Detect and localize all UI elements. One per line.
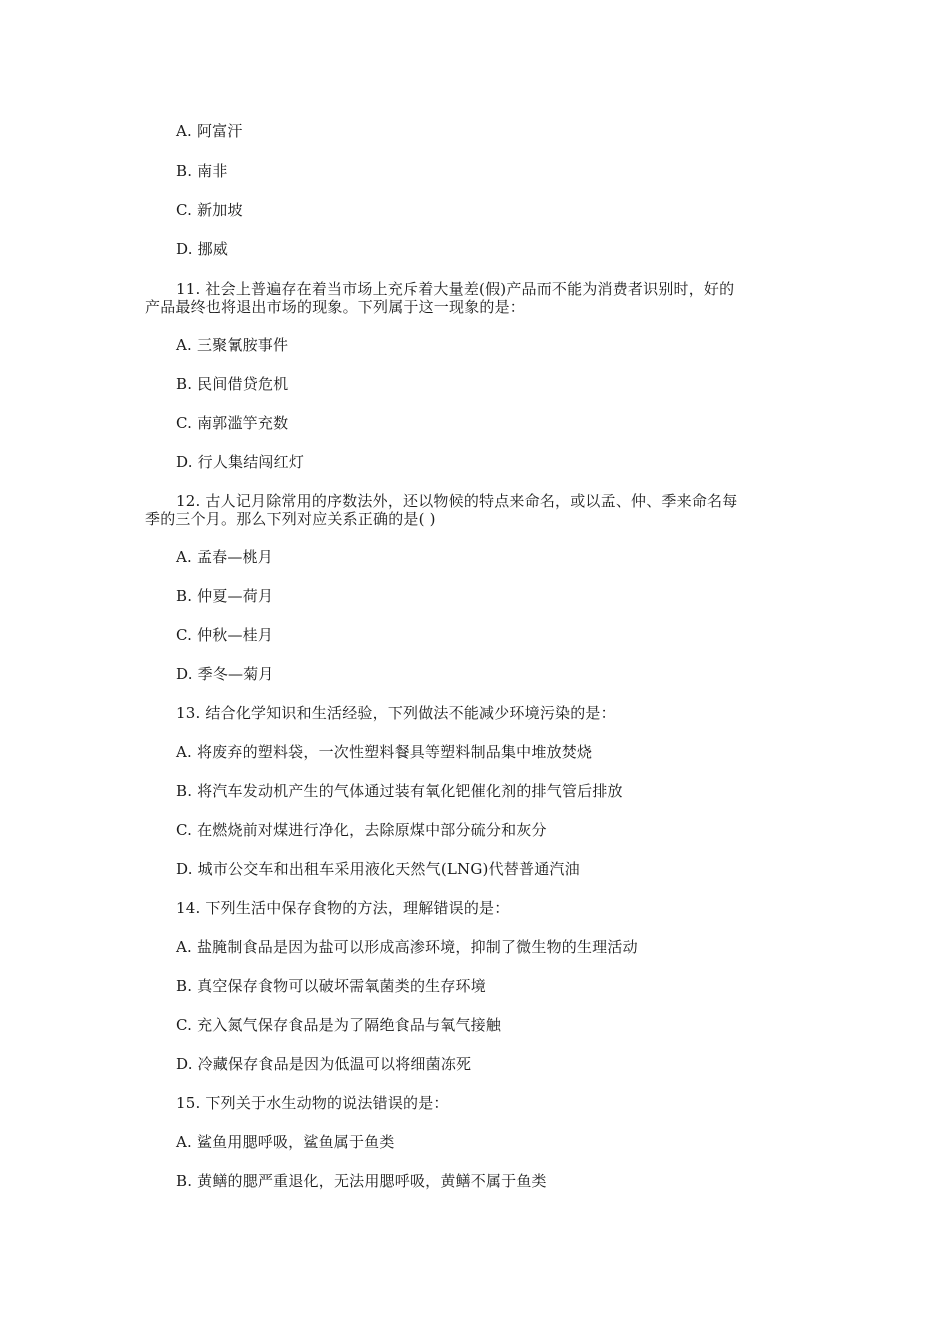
- q13-option-c: C. 在燃烧前对煤进行净化，去除原煤中部分硫分和灰分: [176, 821, 547, 839]
- q11-stem-line2: 产品最终也将退出市场的现象。下列属于这一现象的是：: [145, 298, 526, 316]
- q11-stem-line1: 11. 社会上普遍存在着当市场上充斥着大量差(假)产品而不能为消费者识别时，好的: [176, 280, 735, 298]
- q10-option-b: B. 南非: [176, 162, 228, 180]
- q11-option-c: C. 南郭滥竽充数: [176, 414, 289, 432]
- q13-option-d: D. 城市公交车和出租车采用液化天然气(LNG)代替普通汽油: [176, 860, 580, 878]
- q12-option-a: A. 孟春—桃月: [176, 548, 273, 566]
- q15-option-b: B. 黄鳝的腮严重退化，无法用腮呼吸，黄鳝不属于鱼类: [176, 1172, 547, 1190]
- q11-option-b: B. 民间借贷危机: [176, 375, 289, 393]
- q11-option-a: A. 三聚氰胺事件: [176, 336, 289, 354]
- q10-option-c: C. 新加坡: [176, 201, 243, 219]
- q12-stem-line1: 12. 古人记月除常用的序数法外，还以物候的特点来命名，或以孟、仲、季来命名每: [176, 492, 738, 510]
- q14-option-a: A. 盐腌制食品是因为盐可以形成高渗环境，抑制了微生物的生理活动: [176, 938, 638, 956]
- q14-option-b: B. 真空保存食物可以破坏需氧菌类的生存环境: [176, 977, 486, 995]
- q14-stem: 14. 下列生活中保存食物的方法，理解错误的是：: [176, 899, 510, 917]
- q12-option-d: D. 季冬—菊月: [176, 665, 274, 683]
- q10-option-a: A. 阿富汗: [176, 122, 243, 140]
- q12-option-c: C. 仲秋—桂月: [176, 626, 274, 644]
- q13-stem: 13. 结合化学知识和生活经验，下列做法不能减少环境污染的是：: [176, 704, 616, 722]
- q12-option-b: B. 仲夏—荷月: [176, 587, 274, 605]
- q15-stem: 15. 下列关于水生动物的说法错误的是：: [176, 1094, 449, 1112]
- q13-option-a: A. 将废弃的塑料袋，一次性塑料餐具等塑料制品集中堆放焚烧: [176, 743, 593, 761]
- q14-option-c: C. 充入氮气保存食品是为了隔绝食品与氧气接触: [176, 1016, 502, 1034]
- q10-option-d: D. 挪威: [176, 240, 229, 258]
- q13-option-b: B. 将汽车发动机产生的气体通过装有氧化钯催化剂的排气管后排放: [176, 782, 623, 800]
- q11-option-d: D. 行人集结闯红灯: [176, 453, 305, 471]
- q14-option-d: D. 冷藏保存食品是因为低温可以将细菌冻死: [176, 1055, 472, 1073]
- q15-option-a: A. 鲨鱼用腮呼吸，鲨鱼属于鱼类: [176, 1133, 395, 1151]
- q12-stem-line2: 季的三个月。那么下列对应关系正确的是( ): [145, 510, 436, 528]
